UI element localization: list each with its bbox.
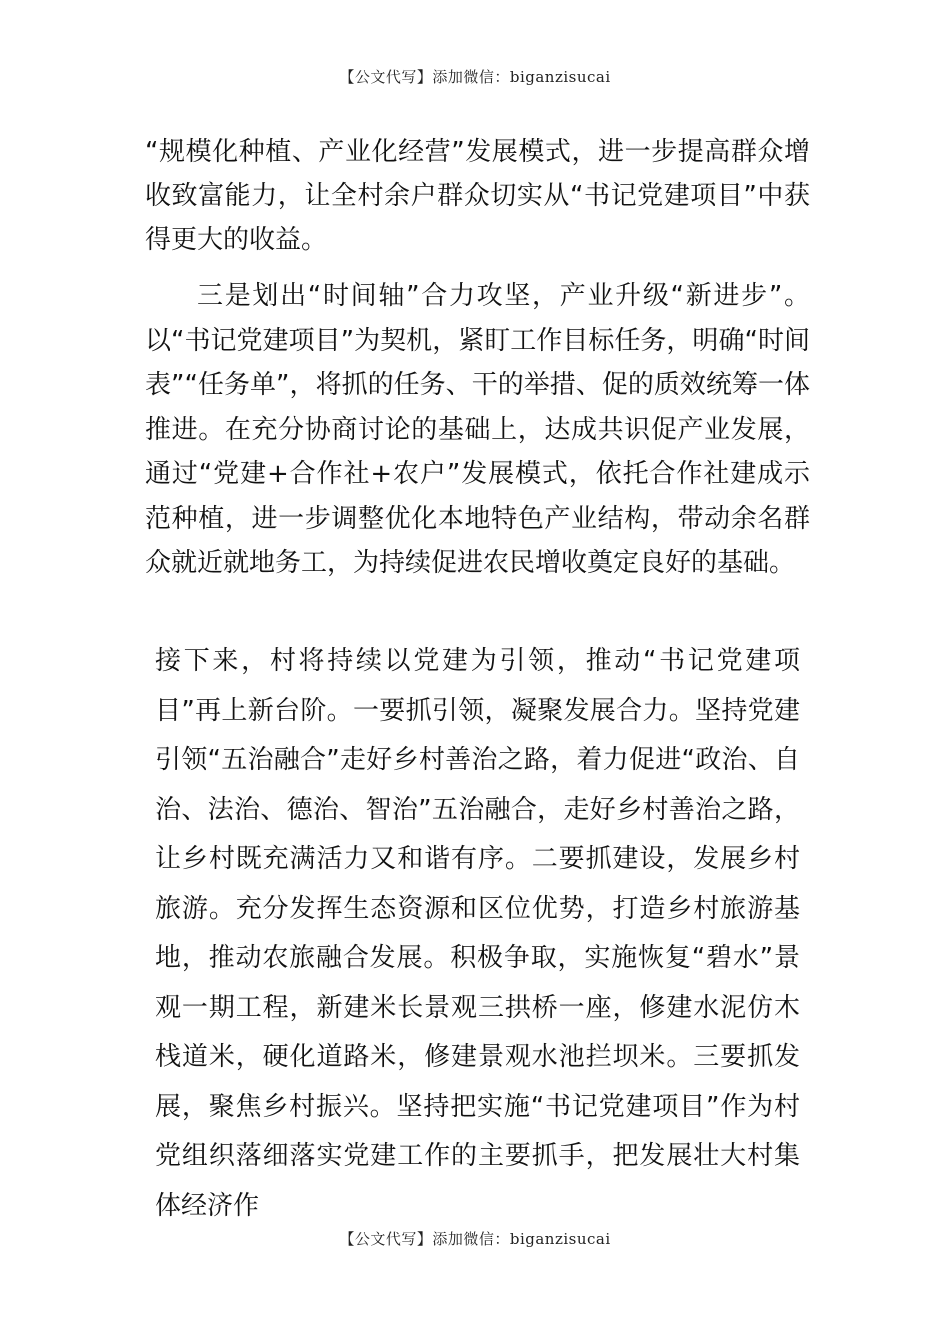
paragraph-continuation: “规模化种植、产业化经营”发展模式，进一步提高群众增收致富能力，让全村余户群众切实从“书记党建项目”中获得更大的收益。: [145, 137, 810, 255]
paragraph-timeline: 三是划出“时间轴”合力攻坚，产业升级“新进步”。以“书记党建项目”为契机，紧盯工作目标任务，明确“时间表”“任务单”，将抓的任务、干的举措、促的质效统筹一体推进。在充分协商讨论的基础上，达成共识促产业发展，通过“党建+合作社+农户”发展模式，依托合作社建成示范种植，进一步调整优化本地特色产业结构，带动余名群众就近就地务工，为持续促进农民增收奠定良好的基础。: [145, 281, 810, 578]
page-header-watermark: 【公文代写】添加微信：biganzisucai: [339, 68, 611, 86]
page-footer-watermark: 【公文代写】添加微信：biganzisucai: [339, 1230, 611, 1248]
paragraph-next-steps: 接下来，村将持续以党建为引领，推动“书记党建项目”再上新台阶。一要抓引领，凝聚发展合力。坚持党建引领“五治融合”走好乡村善治之路，着力促进“政治、自治、法治、德治、智治”五治融合，走好乡村善治之路，让乡村既充满活力又和谐有序。二要抓建设，发展乡村旅游。充分发挥生态资源和区位优势，打造乡村旅游基地，推动农旅融合发展。积极争取，实施恢复“碧水”景观一期工程，新建米长景观三拱桥一座，修建水泥仿木栈道米，硬化道路米，修建景观水池拦坝米。三要抓发展，聚焦乡村振兴。坚持把实施“书记党建项目”作为村党组织落细落实党建工作的主要抓手，把发展壮大村集体经济作: [155, 646, 800, 1221]
